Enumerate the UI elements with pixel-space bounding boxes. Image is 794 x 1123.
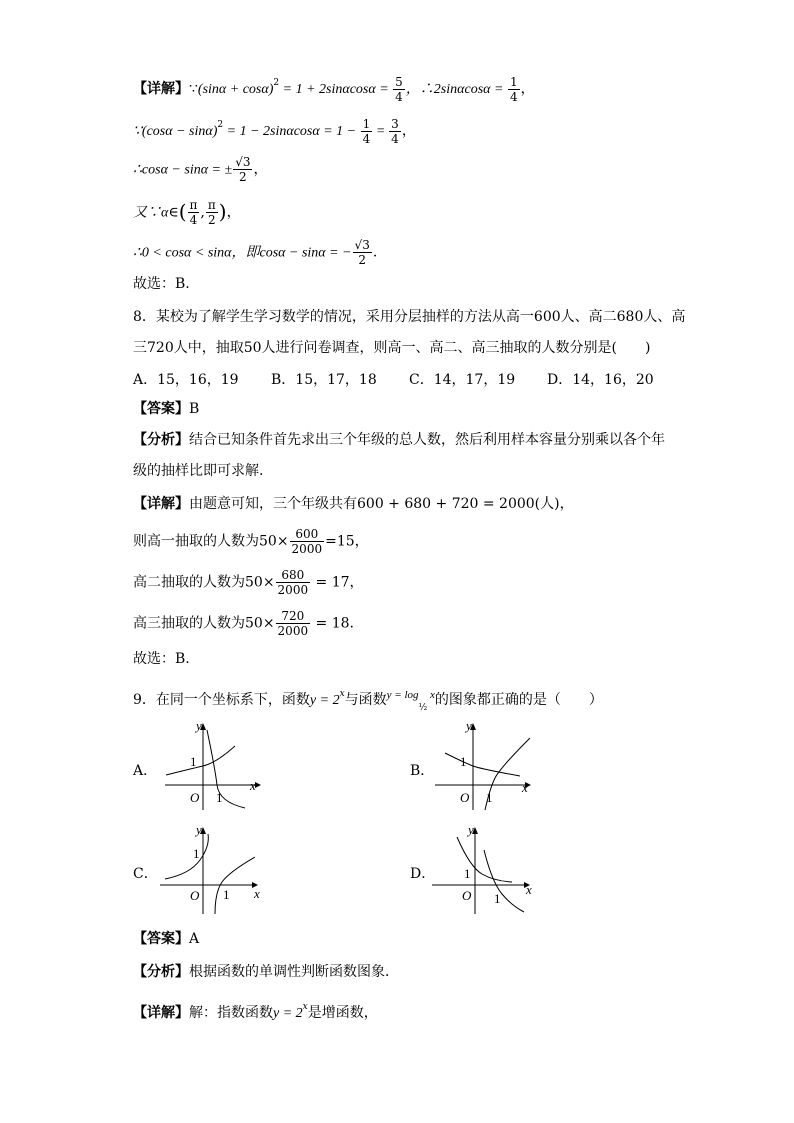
fraction: $\frac{√3}{2}$ bbox=[235, 155, 251, 184]
label-one-y: 1 bbox=[464, 866, 471, 881]
fraction: $\frac{680}{2000}$ bbox=[277, 568, 309, 597]
fraction: $\frac{600}{2000}$ bbox=[291, 527, 323, 556]
q8-detail-1: 【详解】由题意可知，三个年级共有600 + 680 + 720 = 2000(人)， bbox=[133, 496, 574, 512]
q9-option-a-label: A． bbox=[133, 763, 158, 779]
y-label: y bbox=[196, 718, 202, 733]
q9-detail: 【详解】解：指数函数$y = 2^x$是增函数， bbox=[133, 1002, 378, 1021]
graph-a bbox=[160, 718, 270, 813]
fraction: $\frac{√3}{2}$ bbox=[354, 238, 370, 267]
q8-analysis-1: 【分析】结合已知条件首先求出三个年级的总人数，然后利用样本容量分别乘以各个年 bbox=[133, 432, 665, 448]
fraction: $\frac{720}{2000}$ bbox=[277, 609, 309, 638]
q7-line-1: 【详解】∵(sinα + cosα)$^2$ = 1 + 2sinαcosα = $\frac{5}{4}$ ，∴2sinαcosα = $\frac{1}{4}$ ， bbox=[133, 74, 535, 104]
origin-label: O bbox=[462, 888, 472, 903]
q9-analysis: 【分析】根据函数的单调性判断函数图象． bbox=[133, 964, 399, 980]
detail-tag: 【详解】 bbox=[133, 81, 189, 97]
q9-option-c-label: C． bbox=[133, 866, 158, 882]
q8-option-b: B．15，17，18 bbox=[271, 372, 377, 388]
fraction: $\frac{\pi}{4}$ bbox=[189, 198, 198, 227]
detail-tag: 【详解】 bbox=[133, 496, 189, 512]
x-label: x bbox=[250, 778, 256, 793]
y-label: y bbox=[196, 822, 202, 837]
q7-line-4: 又∵α∈( $\frac{\pi}{4}$ , $\frac{\pi}{2}$ )， bbox=[133, 198, 241, 227]
q8-choice: 故选：B. bbox=[133, 651, 190, 667]
label-one-y: 1 bbox=[190, 754, 197, 769]
analysis-tag: 【分析】 bbox=[133, 432, 189, 448]
label-one-y: 1 bbox=[193, 846, 200, 861]
x-label: x bbox=[526, 882, 532, 897]
x-label: x bbox=[522, 780, 528, 795]
exp-curve bbox=[166, 746, 235, 775]
q9-option-b-label: B． bbox=[410, 763, 435, 779]
q7-line-5: ∴0 < cosα < sinα，即cosα − sinα = − $\frac{√3}{2}$ . bbox=[133, 238, 378, 267]
answer-tag: 【答案】 bbox=[133, 401, 189, 417]
q8-option-c: C．14，17，19 bbox=[409, 372, 516, 388]
q8-stem-1: 8．某校为了解学生学习数学的情况，采用分层抽样的方法从高一600人、高二680人、高 bbox=[133, 309, 686, 325]
fraction: $\frac{3}{4}$ bbox=[391, 116, 399, 146]
q8-detail-3: 高二抽取的人数为50× $\frac{680}{2000}$ = 17， bbox=[133, 568, 364, 597]
q8-analysis-2: 级的抽样比即可求解. bbox=[133, 463, 264, 479]
q9-stem: 9．在同一个坐标系下，函数$y = 2^x$与函数$^{y = log}_{\frac{1}{2}}$ $^x$的图象都正确的是（ ） bbox=[133, 689, 603, 713]
y-label: y bbox=[468, 822, 474, 837]
analysis-tag: 【分析】 bbox=[133, 964, 189, 980]
log-curve bbox=[207, 730, 245, 808]
label-one-x: 1 bbox=[494, 891, 501, 906]
fraction: $\frac{5}{4}$ bbox=[395, 74, 403, 104]
fraction: $\frac{\pi}{2}$ bbox=[207, 198, 216, 227]
q8-answer: 【答案】B bbox=[133, 401, 200, 417]
q7-line-3: ∴cosα − sinα = ± $\frac{√3}{2}$ ， bbox=[133, 155, 268, 184]
detail-tag: 【详解】 bbox=[133, 1005, 189, 1021]
q8-option-d: D．14，16，20 bbox=[547, 372, 654, 388]
origin-label: O bbox=[190, 790, 200, 805]
q8-option-a: A．15，16，19 bbox=[133, 372, 239, 388]
fraction: $\frac{1}{4}$ bbox=[362, 116, 371, 146]
math-expr: (sinα + cosα) bbox=[197, 82, 274, 97]
graph-c bbox=[160, 822, 270, 917]
graph-b bbox=[430, 718, 540, 813]
fraction: $\frac{1}{4}$ bbox=[509, 74, 518, 104]
q9-answer: 【答案】A bbox=[133, 931, 200, 947]
q8-detail-4: 高三抽取的人数为50× $\frac{720}{2000}$ = 18. bbox=[133, 609, 354, 638]
origin-label: O bbox=[460, 790, 470, 805]
label-one-x: 1 bbox=[216, 790, 223, 805]
q7-choice: 故选：B. bbox=[133, 276, 190, 292]
label-one-x: 1 bbox=[223, 887, 230, 902]
exp-curve bbox=[445, 753, 520, 776]
graph-d bbox=[432, 822, 542, 917]
label-one-x: 1 bbox=[486, 790, 493, 805]
label-one-y: 1 bbox=[460, 754, 467, 769]
q7-line-2: ∵(cosα − sinα)$^2$ = 1 − 2sinαcosα = 1 − $\frac{1}{4}$ = $\frac{3}{4}$ ， bbox=[133, 116, 416, 146]
q8-detail-2: 则高一抽取的人数为50× $\frac{600}{2000}$ =15， bbox=[133, 527, 369, 556]
exp-curve bbox=[165, 834, 208, 879]
q8-stem-2: 三720人中，抽取50人进行问卷调查，则高一、高二、高三抽取的人数分别是( ) bbox=[133, 340, 651, 356]
x-axis-arrow bbox=[255, 782, 261, 788]
q9-option-d-label: D． bbox=[410, 866, 436, 882]
x-label: x bbox=[254, 886, 260, 901]
answer-tag: 【答案】 bbox=[133, 931, 189, 947]
origin-label: O bbox=[190, 888, 200, 903]
y-label: y bbox=[466, 718, 472, 733]
